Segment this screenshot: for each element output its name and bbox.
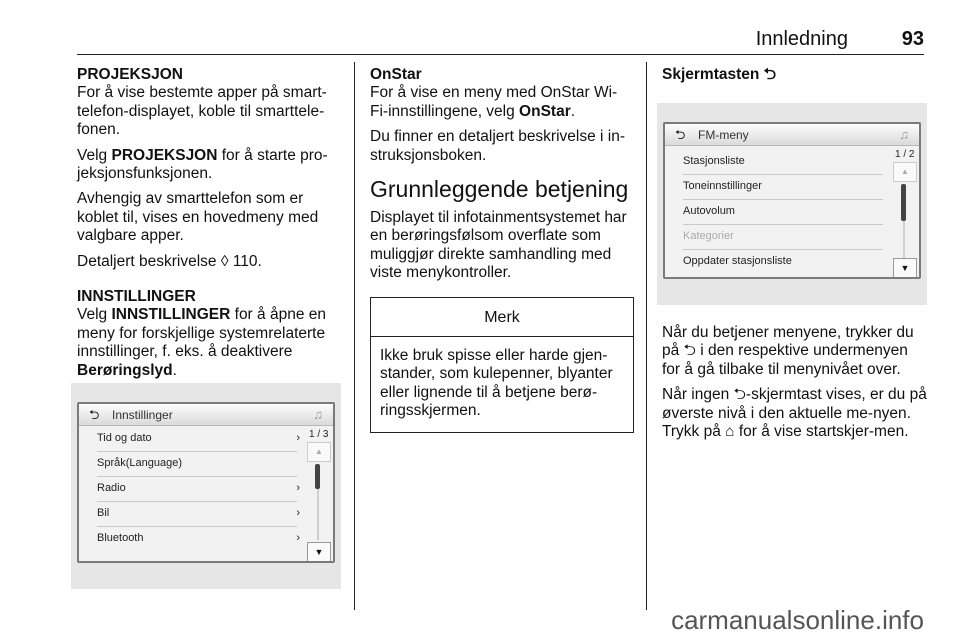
heading-projeksjon: PROJEKSJON bbox=[77, 66, 183, 83]
page-indicator: 1 / 3 bbox=[309, 429, 329, 440]
note-body: Ikke bruk spisse eller harde gjen-stander, som kulepenner, blyanter eller lignende til å betjene berø-ringsskjermen. bbox=[380, 347, 613, 420]
heading-onstar: OnStar bbox=[370, 66, 422, 83]
scroll-down-button[interactable]: ▼ bbox=[893, 258, 917, 279]
paragraph: Når du betjener menyene, trykker du på ⮌ i den respektive undermenyen for å gå tilbake til menynivået over. bbox=[662, 324, 914, 378]
paragraph: Du finner en detaljert beskrivelse i in-struksjonsboken. bbox=[370, 128, 626, 164]
screen-title: Innstillinger bbox=[112, 408, 173, 422]
heading-skjermtasten: Skjermtasten ⮌ bbox=[662, 66, 777, 83]
ui-term: PROJEKSJON bbox=[111, 146, 218, 164]
menu-item[interactable]: Bil › bbox=[97, 507, 297, 527]
scroll-thumb[interactable] bbox=[901, 184, 906, 221]
chevron-right-icon: › bbox=[296, 507, 300, 519]
menu-item[interactable]: Bluetooth › bbox=[97, 532, 300, 544]
chevron-right-icon: › bbox=[296, 532, 300, 544]
paragraph: Displayet til infotainmentsystemet har en berøringsfølsom overflate som muliggjør direkte samhandling med viste menykontroller. bbox=[370, 209, 627, 282]
column-3-body bbox=[662, 324, 928, 448]
cross-reference: Detaljert beskrivelse ◊ 110. bbox=[77, 252, 262, 270]
menu-item-disabled: Kategorier bbox=[683, 230, 883, 250]
scroll-up-button[interactable]: ▲ bbox=[307, 442, 331, 462]
column-3 bbox=[662, 66, 926, 84]
screen-title-bar bbox=[79, 404, 333, 426]
paragraph: For å vise en meny med OnStar Wi-Fi-innstillingene, velg OnStar. bbox=[370, 84, 618, 120]
settings-screen bbox=[77, 402, 335, 563]
fm-menu-screenshot bbox=[657, 103, 927, 305]
header-rule bbox=[77, 54, 924, 55]
paragraph: Velg INNSTILLINGER for å åpne en meny for forskjellige systemrelaterte innstillinger, f. eks. å deaktivere Berøringslyd. bbox=[77, 306, 326, 379]
note-box bbox=[370, 297, 634, 433]
note-title: Merk bbox=[371, 298, 633, 337]
menu-item[interactable]: Stasjonsliste bbox=[683, 155, 883, 175]
heading-innstillinger: INNSTILLINGER bbox=[77, 288, 196, 306]
back-icon[interactable]: ⮌ bbox=[89, 407, 100, 422]
back-icon[interactable]: ⮌ bbox=[675, 127, 686, 142]
music-note-icon[interactable]: ♫ bbox=[899, 127, 909, 142]
menu-item[interactable]: Språk(Language) bbox=[97, 457, 297, 477]
column-divider-2 bbox=[646, 62, 647, 610]
chevron-right-icon: › bbox=[296, 482, 300, 494]
ui-term: INNSTILLINGER bbox=[111, 306, 231, 324]
scroll-thumb[interactable] bbox=[315, 464, 320, 489]
scroll-up-button[interactable]: ▲ bbox=[893, 162, 917, 182]
heading-grunnleggende-betjening: Grunnleggende betjening bbox=[370, 176, 629, 203]
ui-term: OnStar bbox=[519, 102, 571, 120]
menu-item[interactable]: Toneinnstillinger bbox=[683, 180, 883, 200]
ui-term: Berøringslyd bbox=[77, 361, 173, 379]
scroll-down-button[interactable]: ▼ bbox=[307, 542, 331, 563]
menu-item[interactable]: Radio › bbox=[97, 482, 297, 502]
page-indicator: 1 / 2 bbox=[895, 149, 915, 160]
watermark: carmanualsonline.info bbox=[671, 605, 924, 635]
running-header bbox=[0, 24, 960, 54]
paragraph: For å vise bestemte apper på smart-telefon-displayet, koble til smarttele-fonen. bbox=[77, 84, 327, 139]
paragraph: Velg PROJEKSJON for å starte pro-jeksjonsfunksjonen. bbox=[77, 146, 328, 183]
fm-menu-screen bbox=[663, 122, 921, 279]
chevron-right-icon: › bbox=[296, 432, 300, 444]
settings-screenshot bbox=[71, 383, 341, 589]
screen-title-bar bbox=[665, 124, 919, 146]
screen-title: FM-meny bbox=[698, 128, 749, 142]
column-1 bbox=[77, 66, 339, 387]
menu-item[interactable]: Oppdater stasjonsliste bbox=[683, 255, 792, 267]
paragraph: Når ingen ⮌-skjermtast vises, er du på øverste nivå i den aktuelle me-nyen. Trykk på ⌂ for å vise startskjer-men. bbox=[662, 386, 927, 441]
page-number: 93 bbox=[901, 28, 924, 50]
music-note-icon[interactable]: ♫ bbox=[313, 407, 323, 422]
header-title: Innledning bbox=[755, 28, 848, 50]
column-divider-1 bbox=[354, 62, 355, 610]
menu-item[interactable]: Tid og dato › bbox=[97, 432, 297, 452]
column-2 bbox=[370, 66, 634, 433]
menu-item[interactable]: Autovolum bbox=[683, 205, 883, 225]
paragraph: Avhengig av smarttelefon som er koblet til, vises en hovedmeny med valgbare apper. bbox=[77, 190, 319, 245]
